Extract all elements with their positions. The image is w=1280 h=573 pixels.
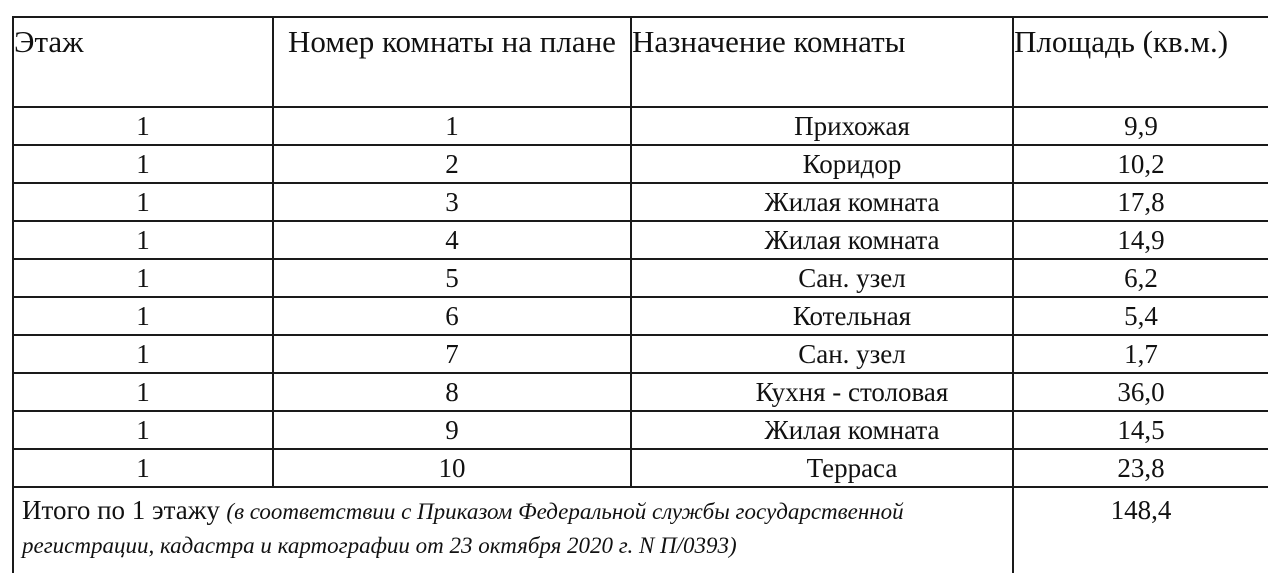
cell-area: 14,9: [1013, 221, 1268, 259]
cell-purpose: [631, 335, 1013, 373]
cell-purpose-text: Сан. узел: [798, 263, 906, 293]
table-row: [13, 335, 1268, 373]
cell-purpose: [631, 145, 1013, 183]
table-row: [13, 259, 1268, 297]
cell-floor: 1: [13, 259, 273, 297]
table-row: [13, 449, 1268, 487]
cell-purpose-text: Сан. узел: [798, 339, 906, 369]
cell-purpose-text: Жилая комната: [764, 415, 940, 445]
header-floor: Этаж: [13, 17, 273, 107]
cell-floor: 1: [13, 411, 273, 449]
cell-purpose-text: Коридор: [802, 149, 902, 179]
cell-area: 14,5: [1013, 411, 1268, 449]
table-row: [13, 145, 1268, 183]
cell-purpose-text: Терраса: [806, 453, 898, 483]
cell-floor: 1: [13, 335, 273, 373]
cell-purpose: [631, 221, 1013, 259]
room-area-document: [12, 16, 1268, 573]
cell-floor: 1: [13, 373, 273, 411]
cell-purpose: [631, 449, 1013, 487]
cell-floor: 1: [13, 145, 273, 183]
total-note: (в соответствии с Приказом Федеральной службы государственной регистрации, кадастра и картографии от 23 октября 2020 г. N П/0393): [22, 499, 904, 558]
table-row: [13, 373, 1268, 411]
cell-room-number: 2: [273, 145, 631, 183]
cell-purpose-text: Жилая комната: [764, 187, 940, 217]
table-row: [13, 411, 1268, 449]
cell-room-number: 8: [273, 373, 631, 411]
cell-room-number: 10: [273, 449, 631, 487]
cell-purpose-text: Прихожая: [794, 111, 910, 141]
cell-purpose-text: Котельная: [792, 301, 912, 331]
table-row: [13, 183, 1268, 221]
cell-purpose-text: Кухня - столовая: [755, 377, 949, 407]
cell-room-number: 4: [273, 221, 631, 259]
cell-floor: 1: [13, 449, 273, 487]
total-label-cell: [13, 487, 1013, 573]
cell-room-number: 6: [273, 297, 631, 335]
total-row: [13, 487, 1268, 573]
cell-area: 17,8: [1013, 183, 1268, 221]
cell-purpose: [631, 259, 1013, 297]
cell-purpose: [631, 297, 1013, 335]
cell-room-number: 7: [273, 335, 631, 373]
cell-floor: 1: [13, 183, 273, 221]
table-row: [13, 107, 1268, 145]
cell-area: 23,8: [1013, 449, 1268, 487]
total-area-value: 148,4: [1013, 487, 1268, 573]
cell-purpose: [631, 411, 1013, 449]
header-purpose: Назначение комнаты: [631, 17, 1013, 107]
cell-room-number: 5: [273, 259, 631, 297]
header-area: Площадь (кв.м.): [1013, 17, 1268, 107]
cell-floor: 1: [13, 221, 273, 259]
cell-room-number: 9: [273, 411, 631, 449]
room-area-table: [12, 16, 1268, 573]
cell-area: 6,2: [1013, 259, 1268, 297]
cell-purpose: [631, 373, 1013, 411]
cell-area: 36,0: [1013, 373, 1268, 411]
cell-room-number: 3: [273, 183, 631, 221]
table-body: [13, 107, 1268, 573]
cell-purpose: [631, 183, 1013, 221]
cell-floor: 1: [13, 107, 273, 145]
table-row: [13, 297, 1268, 335]
table-row: [13, 221, 1268, 259]
cell-area: 9,9: [1013, 107, 1268, 145]
table-header-row: [13, 17, 1268, 107]
cell-area: 10,2: [1013, 145, 1268, 183]
cell-room-number: 1: [273, 107, 631, 145]
cell-area: 5,4: [1013, 297, 1268, 335]
cell-area: 1,7: [1013, 335, 1268, 373]
cell-purpose: [631, 107, 1013, 145]
cell-floor: 1: [13, 297, 273, 335]
total-label: Итого по 1 этажу: [22, 495, 220, 525]
cell-purpose-text: Жилая комната: [764, 225, 940, 255]
header-room-number: Номер комнаты на плане: [273, 17, 631, 107]
